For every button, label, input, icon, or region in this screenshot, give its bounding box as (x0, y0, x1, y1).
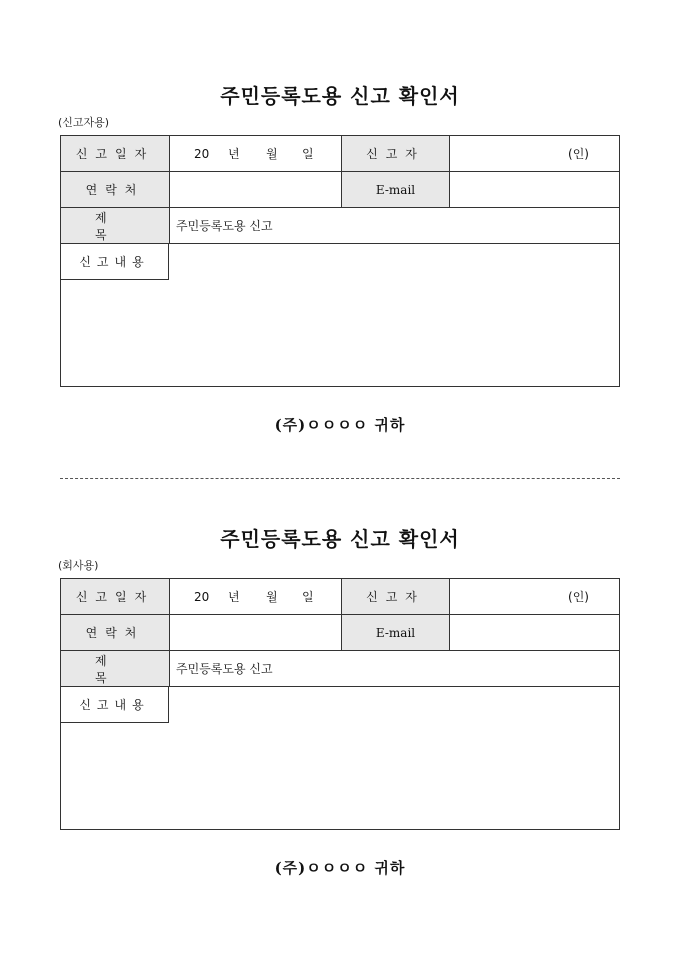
subject-row (61, 651, 619, 687)
content-label: 신고내용 (61, 687, 169, 723)
report-form (60, 135, 620, 387)
usage-label: (신고자용) (58, 116, 110, 129)
reporter-field[interactable] (449, 136, 619, 171)
reporter-label: 신고자 (341, 136, 449, 171)
date-day-unit: 일 (302, 590, 314, 604)
cut-line (60, 478, 620, 479)
email-label: E-mail (341, 615, 449, 650)
contact-label: 연락처 (61, 172, 169, 207)
date-month-unit: 월 (266, 147, 278, 161)
email-field[interactable] (449, 172, 619, 207)
subject-label: 제목 (61, 208, 169, 243)
reporter-field[interactable] (449, 579, 619, 614)
date-year-unit: 년 (228, 590, 240, 604)
addressee: (주)ㅇㅇㅇㅇ 귀하 (274, 416, 406, 434)
usage-label: (회사용) (58, 559, 99, 572)
subject-value: 주민등록도용 신고 (169, 208, 619, 243)
content-label: 신고내용 (61, 244, 169, 280)
subject-value: 주민등록도용 신고 (169, 651, 619, 686)
email-label: E-mail (341, 172, 449, 207)
form-title: 주민등록도용 신고 확인서 (220, 84, 460, 108)
date-row (61, 579, 619, 615)
date-label: 신고일자 (61, 136, 169, 171)
date-field[interactable] (169, 136, 341, 171)
report-form (60, 578, 620, 830)
contact-label: 연락처 (61, 615, 169, 650)
content-area[interactable] (61, 244, 619, 385)
contact-row (61, 172, 619, 208)
contact-row (61, 615, 619, 651)
reporter-label: 신고자 (341, 579, 449, 614)
seal-mark: (인) (568, 147, 589, 161)
seal-mark: (인) (568, 590, 589, 604)
date-day-unit: 일 (302, 147, 314, 161)
date-field[interactable] (169, 579, 341, 614)
date-year: 20 (194, 146, 210, 161)
form-title: 주민등록도용 신고 확인서 (220, 527, 460, 551)
subject-row (61, 208, 619, 244)
date-row (61, 136, 619, 172)
date-label: 신고일자 (61, 579, 169, 614)
contact-field[interactable] (169, 172, 341, 207)
subject-label: 제목 (61, 651, 169, 686)
date-year: 20 (194, 589, 210, 604)
date-year-unit: 년 (228, 147, 240, 161)
content-area[interactable] (61, 687, 619, 828)
date-month-unit: 월 (266, 590, 278, 604)
email-field[interactable] (449, 615, 619, 650)
contact-field[interactable] (169, 615, 341, 650)
addressee: (주)ㅇㅇㅇㅇ 귀하 (274, 859, 406, 877)
